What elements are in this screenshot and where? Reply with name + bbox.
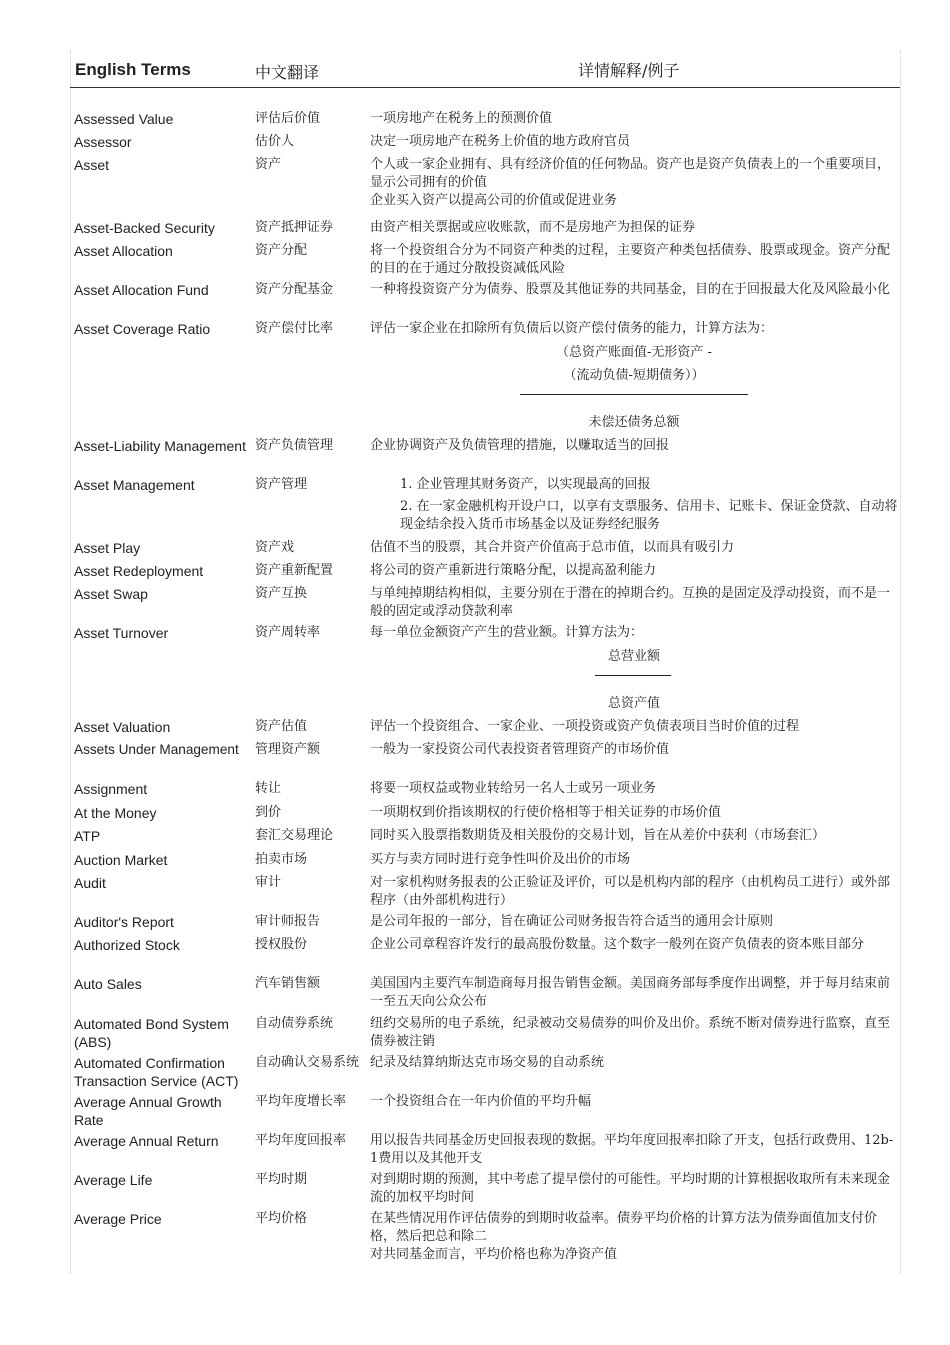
term-chinese: 审计 (255, 875, 282, 890)
term-english: Authorized Stock (74, 937, 180, 953)
term-english: Average Life (74, 1172, 153, 1188)
term-chinese: 转让 (255, 781, 282, 796)
term-english: Asset (74, 157, 110, 173)
term-chinese: 资产分配基金 (255, 282, 334, 297)
term-chinese: 资产互换 (255, 586, 308, 601)
term-chinese: 资产 (255, 157, 282, 172)
term-chinese: 资产负债管理 (255, 438, 334, 453)
term-english: Asset Play (74, 540, 141, 556)
term-detail: 企业公司章程容许发行的最高股份数量。这个数字一般列在资产负债表的资本账目部分 (370, 937, 865, 952)
term-english: Asset-Backed Security (74, 220, 215, 236)
term-english: Assignment (74, 781, 148, 797)
term-chinese: 平均年度回报率 (255, 1133, 347, 1148)
term-english: Assets Under Management (74, 742, 239, 757)
term-english: Asset Allocation Fund (74, 282, 209, 298)
right-border (900, 50, 901, 1273)
term-english: Asset Valuation (74, 719, 171, 735)
numbered-item: 2. 在一家金融机构开设户口，以享有支票服务、信用卡、记账卡、保证金贷款、自动将现金结余投入货币市场基金以及证券经纪服务 (400, 499, 898, 532)
term-detail: 评估一个投资组合、一家企业、一项投资或资产负债表项目当时价值的过程 (370, 719, 800, 734)
term-chinese: 套汇交易理论 (255, 828, 334, 843)
term-detail: 由资产相关票据或应收账款，而不是房地产为担保的证券 (370, 220, 696, 235)
term-detail: 同时买入股票指数期货及相关股份的交易计划，旨在从差价中获利（市场套汇） (370, 828, 826, 843)
term-detail: 在某些情况用作评估债券的到期时收益率。债券平均价格的计算方法为债券面值加支付价格，然后把总和除二 对共同基金而言，平均价格也称为净资产值 (370, 1211, 878, 1262)
term-chinese: 管理资产额 (255, 742, 321, 757)
term-english: At the Money (74, 805, 157, 821)
term-detail: 是公司年报的一部分，旨在确证公司财务报告符合适当的通用会计原则 (370, 914, 774, 929)
term-english: Asset Swap (74, 586, 148, 602)
term-chinese: 资产管理 (255, 477, 308, 492)
fraction-bar (595, 675, 671, 676)
term-detail: 纽约交易所的电子系统，纪录被动交易债券的叫价及出价。系统不断对债券进行监察，直至债券被注销 (370, 1016, 891, 1049)
term-detail: 估值不当的股票，其合并资产价值高于总市值，以而具有吸引力 (370, 540, 735, 555)
term-detail: 对到期时期的预测，其中考虑了提早偿付的可能性。平均时期的计算根据收取所有未来现金流的加权平均时间 (370, 1172, 891, 1205)
term-english: Average Annual Growth Rate (74, 1094, 222, 1128)
term-detail: 对一家机构财务报表的公正验证及评价，可以是机构内部的程序（由机构员工进行）或外部程序（由外部机构进行） (370, 875, 891, 908)
term-detail (370, 476, 898, 534)
term-chinese: 汽车销售额 (255, 976, 321, 991)
term-detail: 一项期权到价指该期权的行使价格相等于相关证券的市场价值 (370, 805, 722, 820)
term-chinese: 授权股份 (255, 937, 308, 952)
term-chinese: 平均价格 (255, 1211, 308, 1226)
term-chinese: 拍卖市场 (255, 852, 308, 867)
term-detail: 一般为一家投资公司代表投资者管理资产的市场价值 (370, 742, 670, 757)
term-chinese: 审计师报告 (255, 914, 321, 929)
term-detail: 买方与卖方同时进行竞争性叫价及出价的市场 (370, 852, 631, 867)
term-chinese: 到价 (255, 805, 282, 820)
term-chinese: 资产周转率 (255, 625, 321, 640)
term-detail: 企业协调资产及负债管理的措施，以赚取适当的回报 (370, 438, 670, 453)
term-chinese: 资产偿付比率 (255, 321, 334, 336)
term-chinese: 资产分配 (255, 243, 308, 258)
term-english: Asset Management (74, 477, 195, 493)
formula-denominator: 总资产值 (607, 696, 660, 711)
term-detail: 决定一项房地产在税务上价值的地方政府官员 (370, 134, 631, 149)
term-english: Auto Sales (74, 976, 142, 992)
term-english: Average Price (74, 1211, 162, 1227)
term-detail: 一种将投资资产分为债券、股票及其他证券的共同基金，目的在于回报最大化及风险最小化 (370, 282, 891, 297)
term-english: Audit (74, 875, 106, 891)
term-english: ATP (74, 828, 101, 844)
term-chinese: 资产重新配置 (255, 563, 334, 578)
formula-numerator: （总资产账面值-无形资产 - (556, 345, 712, 360)
term-chinese: 资产抵押证券 (255, 220, 334, 235)
term-chinese: 平均年度增长率 (255, 1094, 347, 1109)
term-detail: 评估一家企业在扣除所有负债后以资产偿付债务的能力，计算方法为： (370, 321, 774, 336)
numbered-item: 1. 企业管理其财务资产，以实现最高的回报 (400, 477, 651, 492)
formula-numerator: （流动负债-短期债务）） (563, 368, 705, 383)
table-header (70, 55, 900, 88)
term-detail: 将一个投资组合分为不同资产种类的过程，主要资产种类包括债券、股票或现金。资产分配的目的在于通过分散投资减低风险 (370, 243, 891, 276)
term-english: Automated Confirmation Transaction Service (ACT) (74, 1055, 239, 1089)
header-chinese: 中文翻译 (255, 63, 320, 82)
term-detail: 一项房地产在税务上的预测价值 (370, 111, 553, 126)
term-chinese: 评估后价值 (255, 111, 321, 126)
term-english: Asset Coverage Ratio (74, 321, 211, 337)
term-chinese: 自动确认交易系统 (255, 1055, 360, 1070)
header-detail: 详情解释/例子 (578, 61, 680, 80)
fraction-bar (520, 394, 748, 395)
term-detail: 将公司的资产重新进行策略分配，以提高盈利能力 (370, 563, 657, 578)
term-detail: 每一单位金额资产产生的营业额。计算方法为： (370, 625, 644, 640)
term-detail: 个人或一家企业拥有、具有经济价值的任何物品。资产也是资产负债表上的一个重要项目，显示公司拥有的价值 企业买入资产以提高公司的价值或促进业务 (370, 157, 891, 208)
term-detail: 与单纯掉期结构相似，主要分别在于潜在的掉期合约。互换的是固定及浮动投资，而不是一般的固定或浮动贷款利率 (370, 586, 891, 619)
term-english: Auction Market (74, 852, 168, 868)
term-detail: 一个投资组合在一年内价值的平均升幅 (370, 1094, 592, 1109)
term-chinese: 资产估值 (255, 719, 308, 734)
formula-denominator: 未偿还债务总额 (588, 415, 680, 430)
term-english: Auditor's Report (74, 914, 174, 930)
header-english: English Terms (75, 60, 191, 79)
left-border (70, 50, 71, 1273)
term-chinese: 估价人 (255, 134, 295, 149)
term-detail: 用以报告共同基金历史回报表现的数据。平均年度回报率扣除了开支，包括行政费用、12b-1费用以及其他开支 (370, 1133, 894, 1166)
term-english: Assessed Value (74, 111, 174, 127)
term-chinese: 平均时期 (255, 1172, 308, 1187)
formula-numerator: 总营业额 (607, 649, 660, 664)
term-english: Asset-Liability Management (74, 438, 246, 454)
term-detail: 美国国内主要汽车制造商每月报告销售金额。美国商务部每季度作出调整，并于每月结束前一至五天向公众公布 (370, 976, 891, 1009)
term-english: Asset Redeployment (74, 563, 204, 579)
term-english: Automated Bond System (ABS) (74, 1016, 229, 1050)
term-detail: 纪录及结算纳斯达克市场交易的自动系统 (370, 1055, 605, 1070)
term-chinese: 资产戏 (255, 540, 295, 555)
term-english: Asset Allocation (74, 243, 173, 259)
term-english: Asset Turnover (74, 625, 169, 641)
term-detail: 将要一项权益或物业转给另一名人士或另一项业务 (370, 781, 657, 796)
term-chinese: 自动债券系统 (255, 1016, 334, 1031)
term-english: Average Annual Return (74, 1133, 219, 1149)
term-english: Assessor (74, 134, 132, 150)
